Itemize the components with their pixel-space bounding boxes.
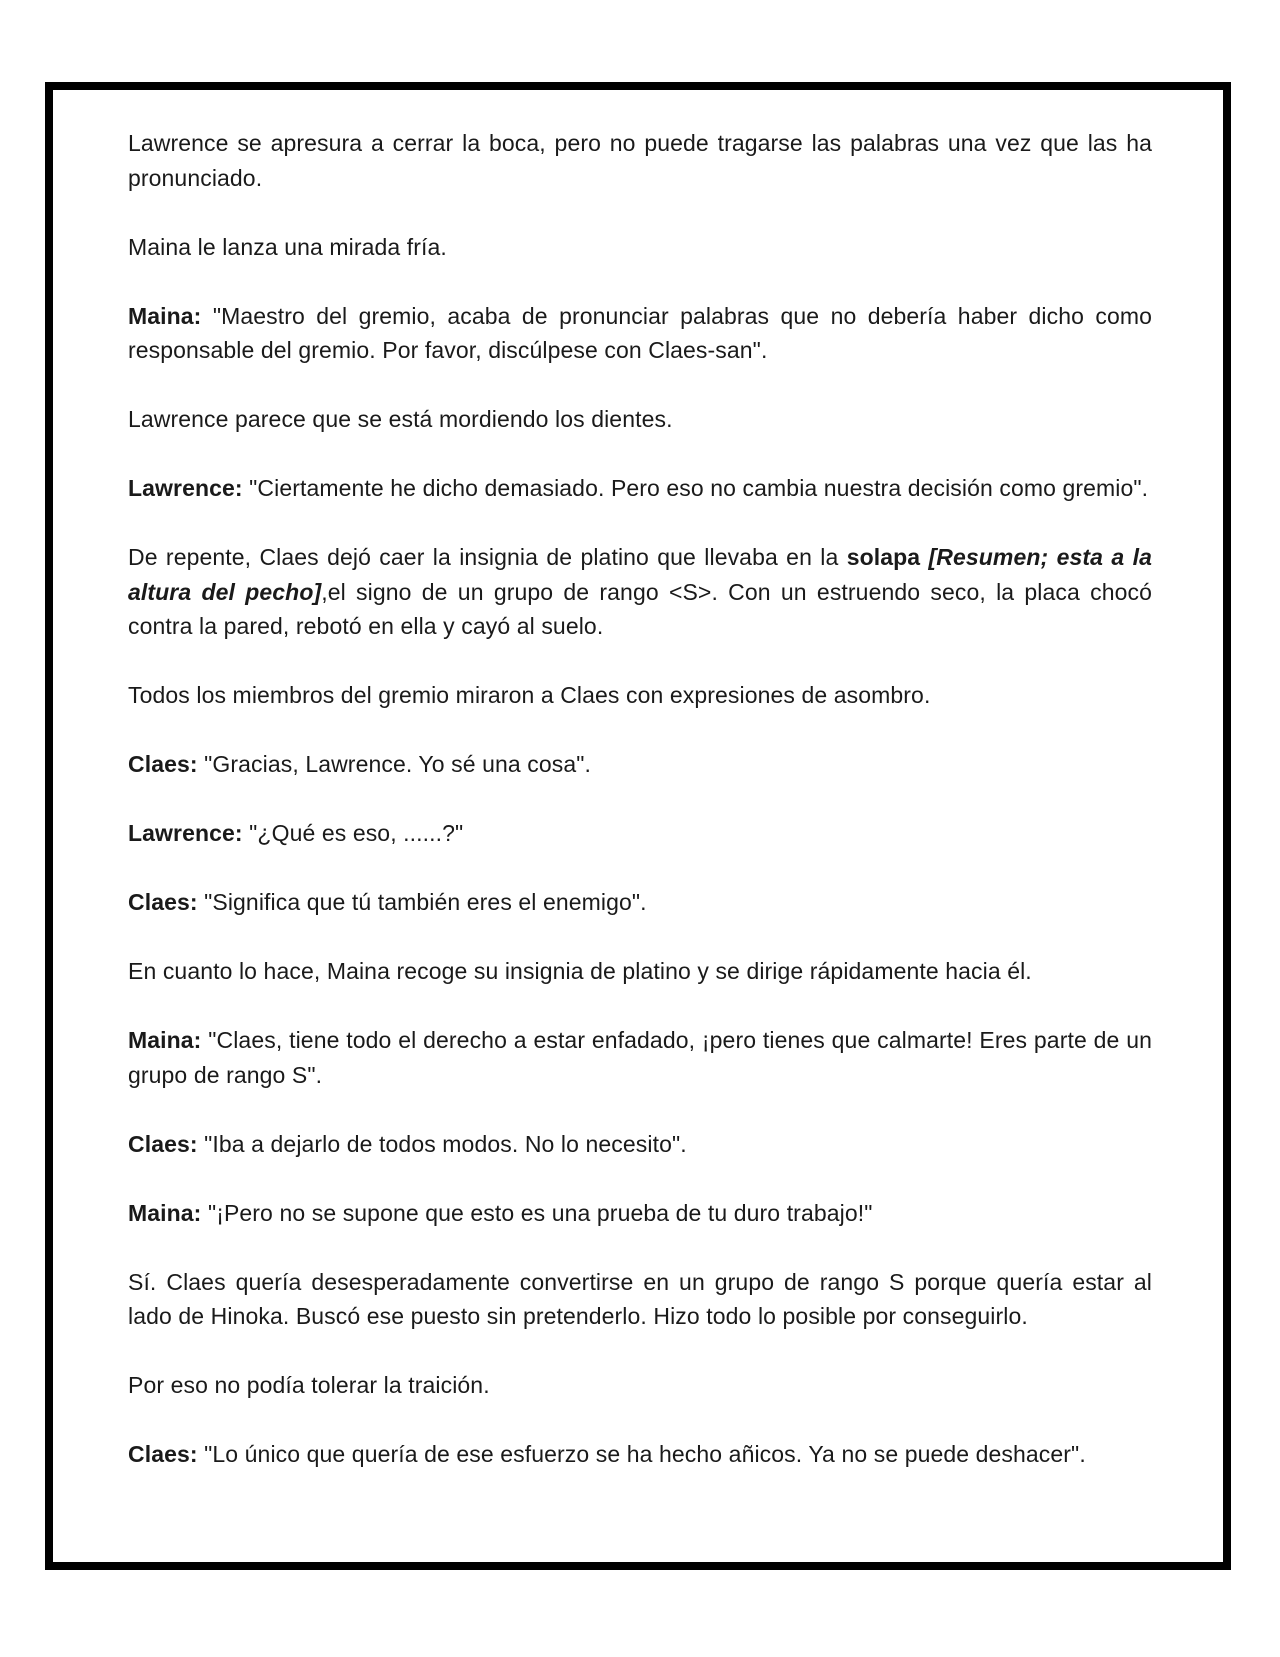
dialogue-text: "Maestro del gremio, acaba de pronunciar palabras que no debería haber dicho como responsable del gremio. Por favor, discúlpese con Claes-san". xyxy=(128,302,1152,363)
paragraph-text: En cuanto lo hace, Maina recoge su insignia de platino y se dirige rápidamente hacia él. xyxy=(128,958,1032,984)
dialogue-paragraph xyxy=(128,471,1152,506)
dialogue-text: "¿Qué es eso, ......?" xyxy=(242,820,464,846)
paragraph-text: Maina le lanza una mirada fría. xyxy=(128,233,447,260)
dialogue-paragraph xyxy=(128,1127,1152,1162)
dialogue-paragraph xyxy=(128,1196,1152,1231)
bold-word: solapa xyxy=(846,544,921,570)
dialogue-paragraph xyxy=(128,816,1152,851)
dialogue-text: "Ciertamente he dicho demasiado. Pero eso no cambia nuestra decisión como gremio". xyxy=(242,475,1149,501)
dialogue-text: "¡Pero no se supone que esto es una prueba de tu duro trabajo!" xyxy=(201,1199,873,1226)
document-body xyxy=(128,126,1152,1472)
speaker-name: Claes: xyxy=(128,889,198,915)
dialogue-text: "Lo único que quería de ese esfuerzo se ha hecho añicos. Ya no se puede deshacer". xyxy=(197,1441,1086,1467)
speaker-name: Claes: xyxy=(128,1441,198,1467)
narration-paragraph xyxy=(128,1265,1152,1334)
speaker-name: Maina: xyxy=(128,1199,202,1226)
speaker-name: Maina: xyxy=(128,302,202,329)
dialogue-text: "Claes, tiene todo el derecho a estar enfadado, ¡pero tienes que calmarte! Eres parte de un grupo de rango S". xyxy=(128,1027,1152,1088)
narration-paragraph xyxy=(128,1368,1152,1403)
speaker-name: Claes: xyxy=(128,751,198,777)
dialogue-paragraph xyxy=(128,1023,1152,1092)
dialogue-text: "Gracias, Lawrence. Yo sé una cosa". xyxy=(197,751,592,777)
narration-paragraph-with-note xyxy=(128,540,1152,644)
translator-note: [Resumen; esta a la altura del pecho] xyxy=(128,544,1152,605)
dialogue-paragraph xyxy=(128,885,1152,920)
paragraph-text: Todos los miembros del gremio miraron a Claes con expresiones de asombro. xyxy=(128,682,931,708)
narration-paragraph xyxy=(128,678,1152,713)
paragraph-text: Por eso no podía tolerar la traición. xyxy=(128,1372,490,1398)
paragraph-text: Lawrence parece que se está mordiendo los dientes. xyxy=(128,406,673,432)
paragraph-text: Sí. Claes quería desesperadamente convertirse en un grupo de rango S porque quería estar al lado de Hinoka. Buscó ese puesto sin pretenderlo. Hizo todo lo posible por conseguirlo. xyxy=(128,1268,1152,1329)
narration-paragraph xyxy=(128,954,1152,989)
narration-paragraph xyxy=(128,126,1152,195)
dialogue-paragraph xyxy=(128,1437,1152,1472)
narration-paragraph xyxy=(128,402,1152,437)
paragraph-text: De repente, Claes dejó caer la insignia de platino que llevaba en la xyxy=(128,544,847,570)
dialogue-text: "Significa que tú también eres el enemigo". xyxy=(197,889,647,915)
dialogue-paragraph xyxy=(128,747,1152,782)
speaker-name: Lawrence: xyxy=(128,820,243,846)
speaker-name: Maina: xyxy=(128,1027,202,1053)
paragraph-text: Lawrence se apresura a cerrar la boca, pero no puede tragarse las palabras una vez que las ha pronunciado. xyxy=(128,130,1152,191)
speaker-name: Claes: xyxy=(128,1130,198,1157)
dialogue-text: "Iba a dejarlo de todos modos. No lo necesito". xyxy=(197,1130,687,1157)
dialogue-paragraph xyxy=(128,299,1152,368)
speaker-name: Lawrence: xyxy=(128,475,243,501)
narration-paragraph xyxy=(128,230,1152,265)
paragraph-text: ,el signo de un grupo de rango <S>. Con un estruendo seco, la placa chocó contra la pared, rebotó en ella y cayó al suelo. xyxy=(128,578,1153,639)
